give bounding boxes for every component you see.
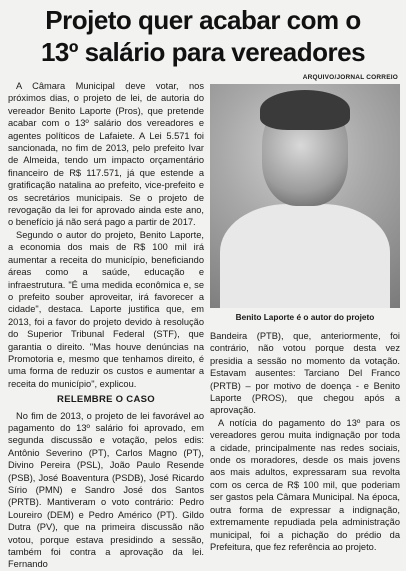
photo-caption: Benito Laporte é o autor do projeto <box>235 312 375 322</box>
left-column <box>8 80 204 571</box>
paragraph: A Câmara Municipal deve votar, nos próximos dias, o projeto de lei, de autoria do vereador Benito Laporte (Pros), que pretende acabar com o 13º salário dos vereadores e agentes políticos de Lafaiete. A Lei 5.571 foi sancionada, no fim de 2013, pelo prefeito Ivar de Almeida, tendo um impacto orçamentário financeiro de R$ 117.571, já que estende a gratificação natalina ao prefeito, vice-prefeito e os secretários municipais. Se o projeto de revogação da lei for aprovado ainda este ano, o benefício já não será pago a partir de 2017. <box>8 81 204 228</box>
paragraph: Bandeira (PTB), que, anteriormente, foi contrário, não votou porque desta vez presidia a sessão no momento da votação. Estavam ausentes: Tarciano Del Franco (PRTB) – por motivo de doença - e Benito Laporte (PROS), que chegou após a aprovação. <box>210 331 400 416</box>
paragraph: Segundo o autor do projeto, Benito Laporte, a economia dos mais de R$ 100 mil irá aumentar a receita do município, beneficiando áreas como a saúde, educação e infraestrutura. "É uma medida econômica e, se o prefeito souber aproveitar, irá favorecer a cidade", destaca. Laporte justifica que, em 2013, foi a favor do projeto devido à resolução do Superior Tribunal Federal (STF), que garantia o direito. "Mas houve denúncias na Promotoria e, mesmo que tenhamos direito, é uma forma de reduzir os custos e aumentar a receita do município", explicou. <box>8 229 204 389</box>
portrait-photo <box>210 84 400 308</box>
headline-line-1: Projeto quer acabar com o <box>45 5 361 35</box>
headline <box>0 4 406 68</box>
photo-hair <box>260 90 350 130</box>
headline-line-2: 13º salário para vereadores <box>40 37 366 67</box>
paragraph: A notícia do pagamento do 13º para os vereadores gerou muita indignação por toda a cidade, principalmente nas redes sociais, onde os moradores, desde os mais jovens aos mais adultos, expressaram sua revolta com os cerca de R$ 100 mil, que poderiam ser gastos pela Câmara Municipal. Na época, outra forma de expressar a indignação, extremamente repudiada pela administração municipal, foi a pichação do prédio da Prefeitura, que fez referência ao projeto. <box>210 417 400 552</box>
photo-shirt <box>220 204 390 308</box>
paragraph: No fim de 2013, o projeto de lei favorável ao pagamento do 13º salário foi aprovado, em segunda discussão e votação, pelos edis: Antônio Severino (PT), Carlos Magno (PT), Divino Pereira (PSL), João Paulo Resende (PSB), José Boaventura (PSDB), José Ricardo Sírio (PMN) e Sandro José dos Santos (PRTB). Mantiveram o voto contrário: Pedro Loureiro (DEM) e Pedro Américo (PT). Gildo Dutra (PV), que na primeira discussão não votou, porque estava presidindo a sessão, também foi contra a aprovação da lei. Fernando <box>8 410 204 570</box>
right-column <box>210 330 400 553</box>
photo-credit: ARQUIVO/JORNAL CORREIO <box>302 74 398 81</box>
section-subhead: RELEMBRE O CASO <box>57 394 155 406</box>
